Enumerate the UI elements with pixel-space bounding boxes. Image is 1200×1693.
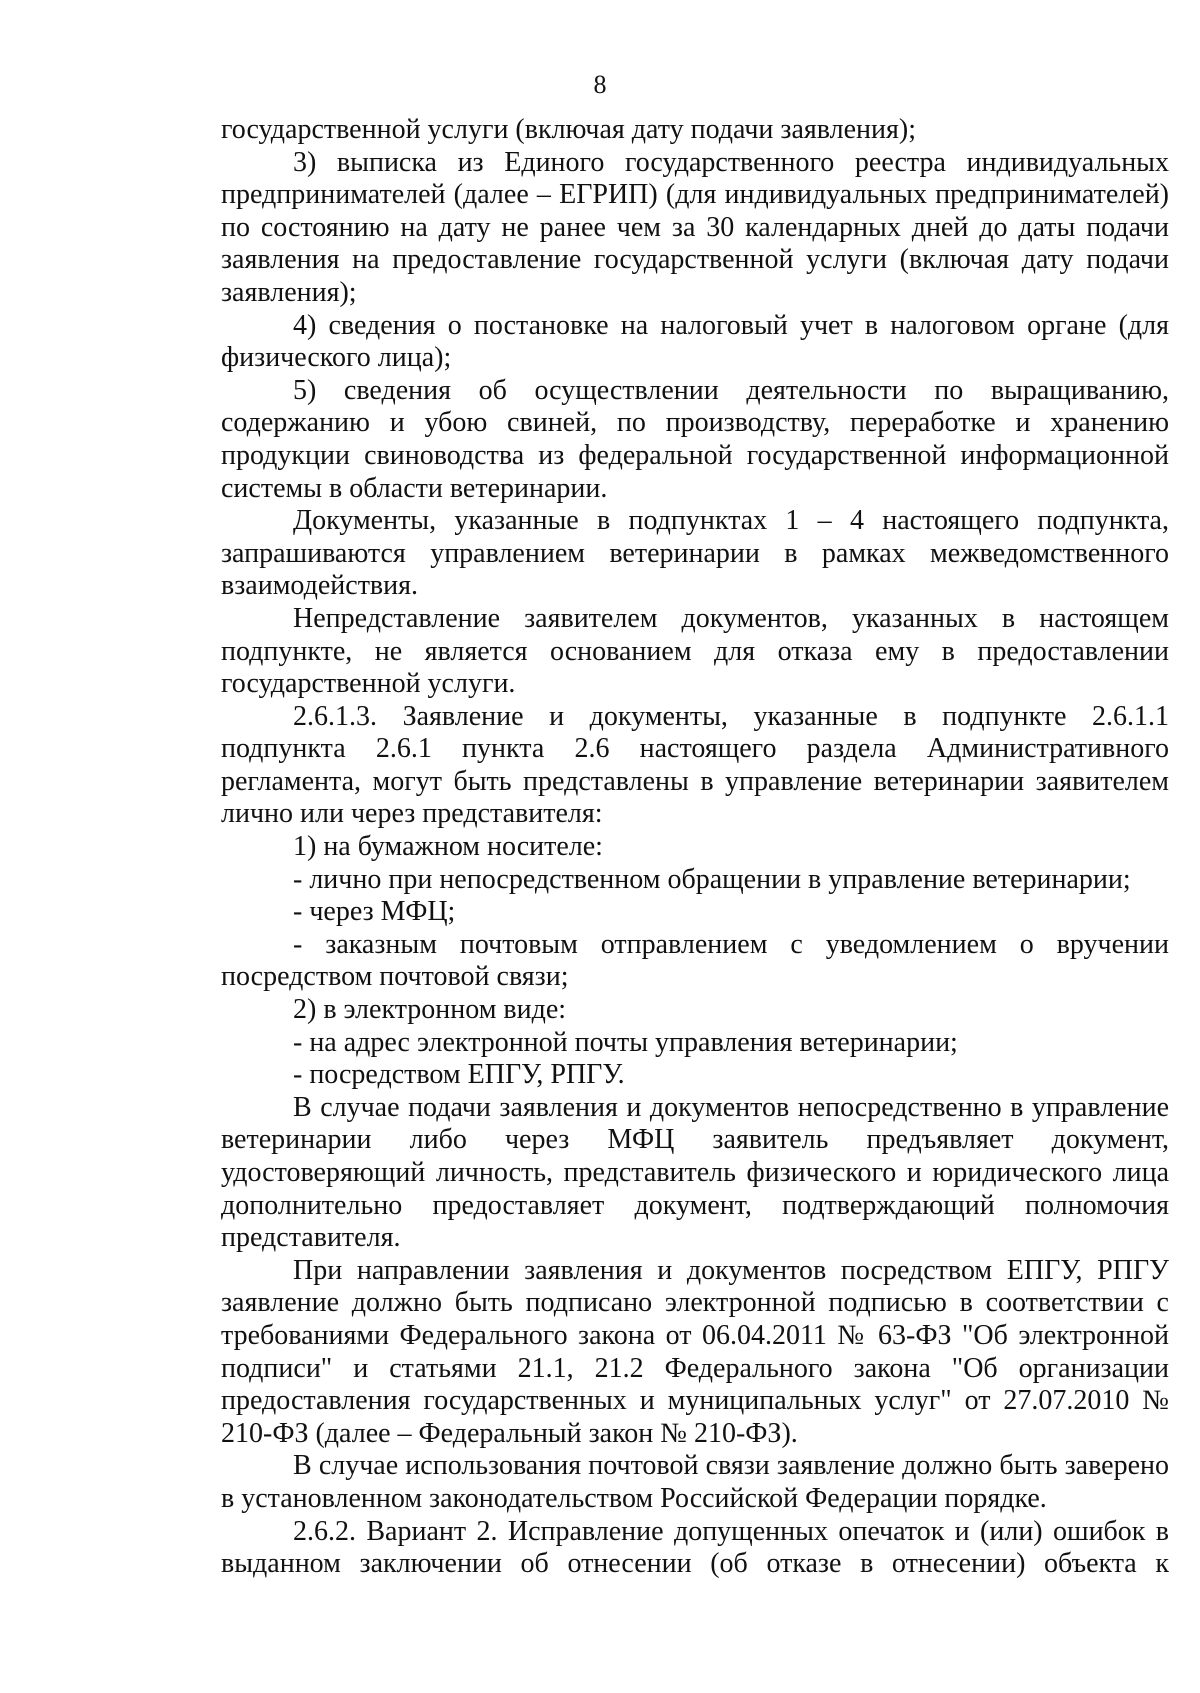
paragraph: 1) на бумажном носителе: xyxy=(293,831,603,863)
paragraph: 5) сведения об осуществлении деятельности по выращиванию, содержанию и убою свиней, по производству, переработке и хранению продукции свиноводства из федеральной государственной информационной системы в области ветеринарии. xyxy=(221,374,1169,504)
paragraph: 2.6.2. Вариант 2. Исправление допущенных опечаток и (или) ошибок в выданном заключении об отнесении (об отказе в отнесении) объекта к xyxy=(221,1515,1169,1580)
paragraph: Документы, указанные в подпунктах 1 – 4 настоящего подпункта, запрашиваются управлением ветеринарии в рамках межведомственного взаимодействия. xyxy=(221,505,1169,602)
paragraph: 2.6.1.3. Заявление и документы, указанные в подпункте 2.6.1.1 подпункта 2.6.1 пункта 2.6 настоящего раздела Административного регламента, могут быть представлены в управление ветеринарии заявителем лично или через представителя: xyxy=(221,700,1169,830)
paragraph: - заказным почтовым отправлением с уведомлением о вручении посредством почтовой связи; xyxy=(221,928,1169,993)
paragraph: Непредставление заявителем документов, указанных в настоящем подпункте, не является основанием для отказа ему в предоставлении государственной услуги. xyxy=(221,602,1169,700)
paragraph: 2) в электронном виде: xyxy=(293,994,567,1026)
paragraph: 4) сведения о постановке на налоговый учет в налоговом органе (для физического лица); xyxy=(221,309,1169,374)
paragraph: - лично при непосредственном обращении в управление ветеринарии; xyxy=(293,863,1131,895)
paragraph: - на адрес электронной почты управления ветеринарии; xyxy=(293,1026,958,1058)
document-body xyxy=(221,114,1169,1581)
paragraph: 3) выписка из Единого государственного реестра индивидуальных предпринимателей (далее – ЕГРИП) (для индивидуальных предпринимателей) по состоянию на дату не ранее чем за 30 календарных дней до даты подачи заявления на предоставление государственной услуги (включая дату подачи заявления); xyxy=(221,146,1169,308)
paragraph: При направлении заявления и документов посредством ЕПГУ, РПГУ заявление должно быть подписано электронной подписью в соответствии с требованиями Федерального закона от 06.04.2011 № 63-ФЗ "Об электронной подписи" и статьями 21.1, 21.2 Федерального закона "Об организации предоставления государственных и муниципальных услуг" от 27.07.2010 № 210-ФЗ (далее – Федеральный закон № 210-ФЗ). xyxy=(221,1254,1169,1449)
paragraph: В случае подачи заявления и документов непосредственно в управление ветеринарии либо через МФЦ заявитель предъявляет документ, удостоверяющий личность, представитель физического и юридического лица дополнительно предоставляет документ, подтверждающий полномочия представителя. xyxy=(221,1091,1169,1254)
paragraph: - через МФЦ; xyxy=(293,896,456,928)
paragraph: государственной услуги (включая дату подачи заявления); xyxy=(221,114,916,145)
page-number: 8 xyxy=(593,70,607,99)
paragraph: В случае использования почтовой связи заявление должно быть заверено в установленном законодательством Российской Федерации порядке. xyxy=(221,1450,1169,1514)
paragraph: - посредством ЕПГУ, РПГУ. xyxy=(293,1059,625,1091)
